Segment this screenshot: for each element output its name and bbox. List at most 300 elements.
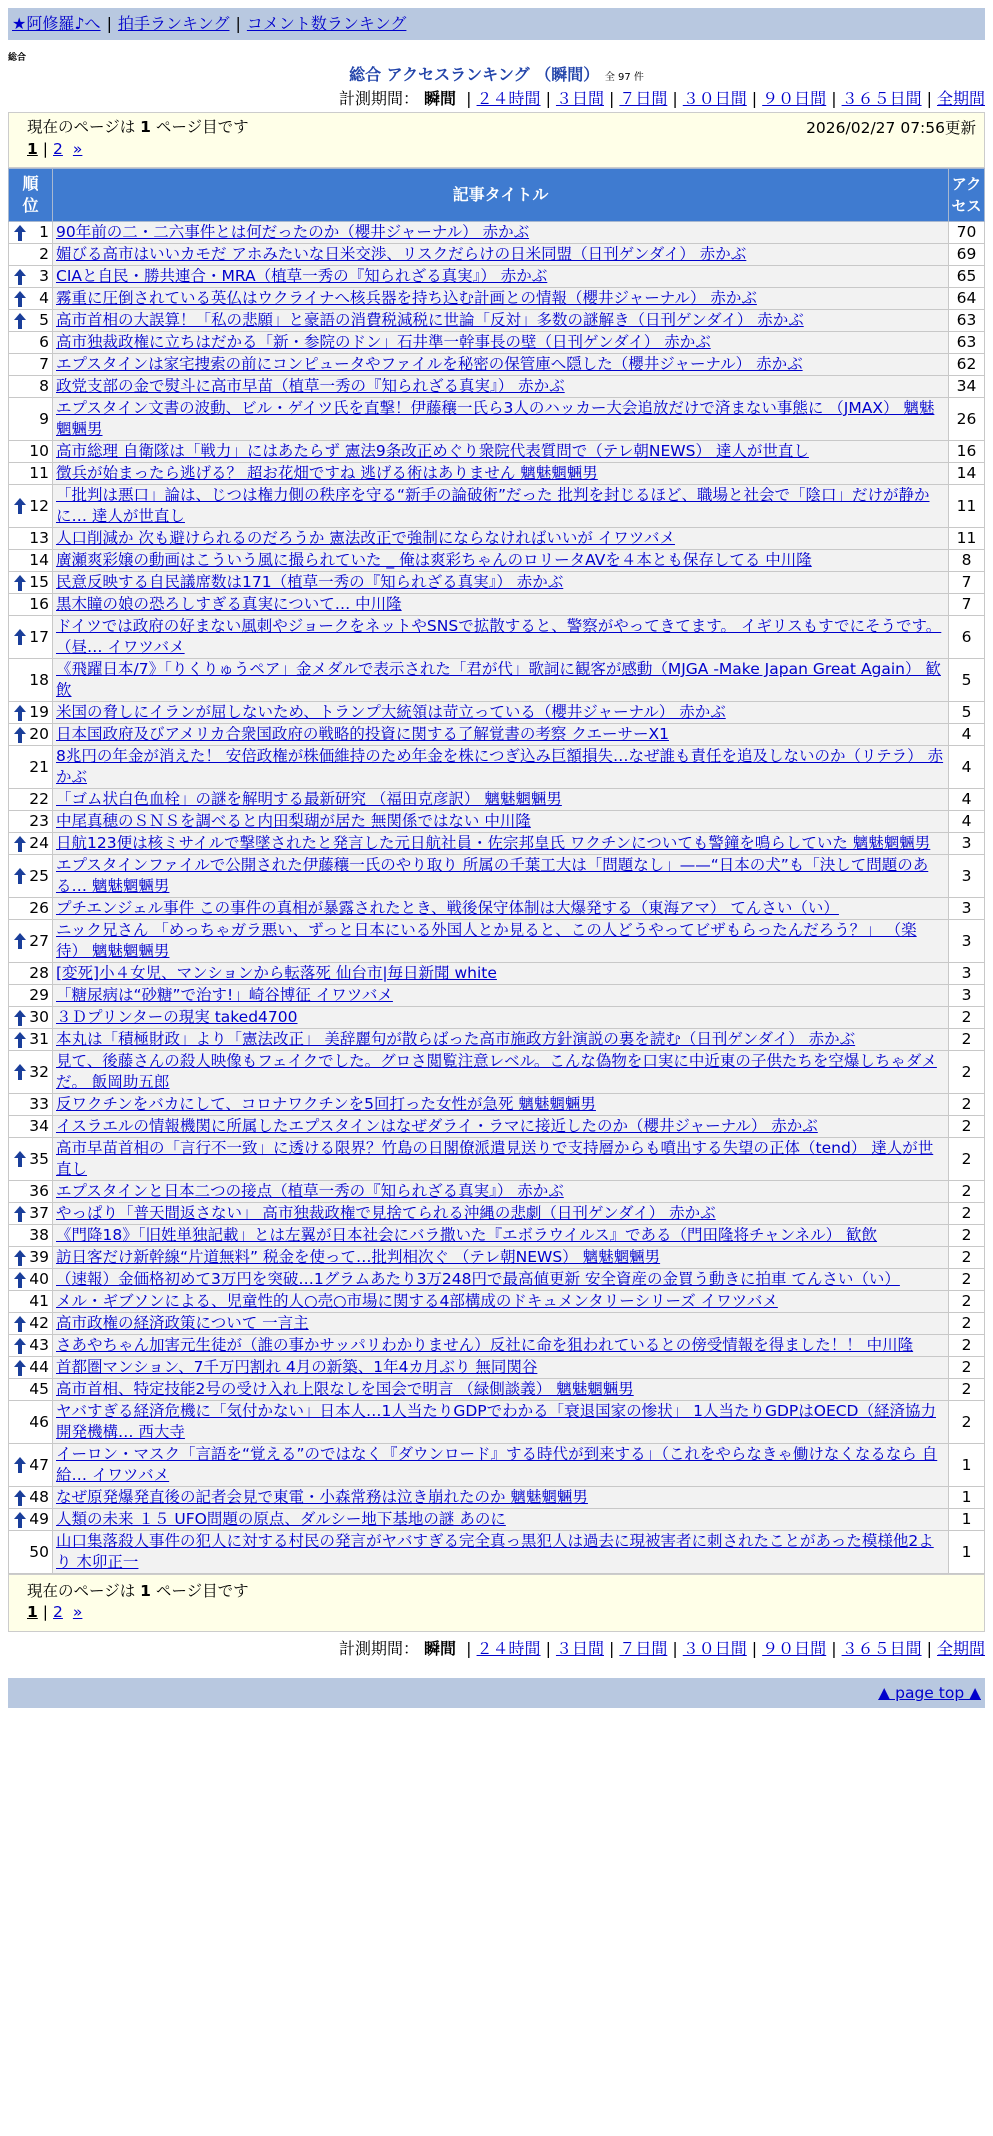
article-link[interactable]: 《飛躍日本/7》「りくりゅうペア」金メダルで表示された「君が代」歌詞に観客が感動（MJGA -Make Japan Great Again） 歓飲 [56, 660, 941, 699]
article-link[interactable]: 高市総理 自衛隊は「戦力」にはあたらず 憲法9条改正めぐり衆院代表質問で（テレ朝NEWS） 達人が世直し [56, 442, 809, 460]
title-cell [53, 1007, 949, 1029]
title-cell [53, 398, 949, 441]
rank-cell [9, 1094, 53, 1116]
article-link[interactable]: 見て、後藤さんの殺人映像もフェイクでした。グロさ閲覧注意レベル。こんな偽物を口実に中近東の子供たちを空爆しちゃダメだ。 飯岡助五郎 [56, 1052, 937, 1091]
rank-number: 44 [29, 1358, 49, 1376]
table-row [9, 1181, 985, 1203]
article-link[interactable]: 高市首相、特定技能2号の受け入れ上限なしを国会で明言 （緑側談義） 魑魅魍魎男 [56, 1380, 634, 1398]
pager-top [8, 112, 985, 168]
period-link[interactable]: ３６５日間 [841, 89, 922, 108]
up-arrow-icon [13, 1489, 27, 1507]
table-row [9, 963, 985, 985]
rank-cell [9, 746, 53, 789]
article-link[interactable]: 反ワクチンをバカにして、コロナワクチンを5回打った女性が急死 魑魅魍魎男 [56, 1095, 596, 1113]
period-selector-bottom [8, 1636, 985, 1662]
period-link[interactable]: ９０日間 [762, 1639, 827, 1658]
access-count: 3 [949, 833, 985, 855]
rank-cell [9, 485, 53, 528]
table-row [9, 1357, 985, 1379]
rank-cell [9, 833, 53, 855]
access-count: 2 [949, 1401, 985, 1444]
article-link[interactable]: 「批判は悪口」論は、じつは権力側の秩序を守る“新手の論破術”だった 批判を封じるほど、職場と社会で「陰口」だけが静かに… 達人が世直し [56, 486, 930, 525]
title-cell [53, 833, 949, 855]
access-count: 5 [949, 702, 985, 724]
page-separator: | [42, 1603, 49, 1621]
title-cell [53, 789, 949, 811]
table-row [9, 1335, 985, 1357]
table-row [9, 528, 985, 550]
period-link[interactable]: ２４時間 [476, 89, 541, 108]
period-separator: | [672, 1639, 678, 1658]
up-arrow-icon [13, 1337, 27, 1355]
up-arrow-icon [13, 1271, 27, 1289]
rank-cell [9, 1269, 53, 1291]
page-wrapper [8, 8, 985, 1708]
title-cell [53, 310, 949, 332]
title-cell [53, 1269, 949, 1291]
rank-number: 14 [29, 551, 49, 569]
period-separator: | [751, 1639, 758, 1658]
title-cell [53, 1051, 949, 1094]
article-link[interactable]: 首都圏マンション、7千万円割れ 4月の新築、1年4カ月ぶり 無同関谷 [56, 1358, 538, 1376]
table-row [9, 288, 985, 310]
up-arrow-icon [13, 290, 27, 308]
rank-number: 17 [29, 627, 49, 646]
rank-cell [9, 1225, 53, 1247]
home-link[interactable]: ★阿修羅♪へ [12, 14, 101, 33]
access-count: 1 [949, 1444, 985, 1487]
title-cell [53, 244, 949, 266]
up-arrow-icon [13, 1031, 27, 1049]
clap-ranking-link[interactable]: 拍手ランキング [117, 14, 230, 33]
up-arrow-icon [13, 1359, 27, 1377]
next-page-link[interactable]: » [72, 1603, 83, 1621]
article-link[interactable]: 中尾真穂のＳＮＳを調べると内田梨瑚が居た 無関係ではない 中川隆 [56, 812, 531, 830]
article-link[interactable]: エプスタインと日本二つの接点（植草一秀の『知られざる真実』） 赤かぶ [56, 1182, 564, 1200]
up-arrow-icon [13, 1249, 27, 1267]
period-separator: | [545, 1639, 551, 1658]
title-cell [53, 354, 949, 376]
period-label: 計測期間： [338, 89, 419, 108]
access-count: 11 [949, 528, 985, 550]
title-cell [53, 485, 949, 528]
title-cell [53, 1116, 949, 1138]
title-cell [53, 1291, 949, 1313]
table-row [9, 222, 985, 244]
rank-cell [9, 463, 53, 485]
title-cell [53, 594, 949, 616]
nav-separator: | [235, 14, 241, 33]
table-row [9, 1487, 985, 1509]
current-page-number: 1 [140, 118, 151, 136]
article-link[interactable]: 米国の脅しにイランが屈しないため、トランプ大統領は苛立っている（櫻井ジャーナル） 赤かぶ [56, 703, 726, 721]
title-cell [53, 1203, 949, 1225]
article-link[interactable]: なぜ原発爆発直後の記者会見で東電・小森常務は泣き崩れたのか 魑魅魍魎男 [56, 1488, 588, 1506]
rank-number: 40 [29, 1270, 49, 1288]
ranking-table-body [9, 222, 985, 1574]
table-row [9, 1401, 985, 1444]
rank-cell [9, 1051, 53, 1094]
table-row [9, 1203, 985, 1225]
article-link[interactable]: 90年前の二・二六事件とは何だったのか（櫻井ジャーナル） 赤かぶ [56, 223, 530, 241]
access-count: 69 [949, 244, 985, 266]
title-cell [53, 855, 949, 898]
rank-cell [9, 310, 53, 332]
up-arrow-icon [13, 574, 27, 592]
period-link[interactable]: ３日間 [555, 89, 604, 108]
article-link[interactable]: 媚びる高市はいいカモだ アホみたいな日米交渉、リスクだらけの日米同盟（日刊ゲンダイ） 赤かぶ [56, 245, 747, 263]
article-link[interactable]: 民意反映する自民議席数は171（植草一秀の『知られざる真実』） 赤かぶ [56, 573, 564, 591]
article-link[interactable]: ３Ｄプリンターの現実 taked4700 [56, 1008, 298, 1026]
article-link[interactable]: メル・ギブソンによる、児童性的人○売○市場に関する4部構成のドキュメンタリーシリーズ イワツバメ [56, 1292, 778, 1310]
title-cell [53, 266, 949, 288]
title-cell [53, 1531, 949, 1574]
rank-number: 50 [29, 1542, 49, 1561]
up-arrow-icon [13, 932, 27, 950]
rank-cell [9, 594, 53, 616]
article-link[interactable]: 日本国政府及びアメリカ合衆国政府の戦略的投資に関する了解覚書の考察 クエーサーX1 [56, 725, 670, 743]
access-count: 2 [949, 1051, 985, 1094]
access-count: 65 [949, 266, 985, 288]
rank-number: 37 [29, 1204, 49, 1222]
title-cell [53, 1487, 949, 1509]
article-link[interactable]: 政党支部の金で熨斗に高市早苗（植草一秀の『知られざる真実』） 赤かぶ [56, 377, 565, 395]
article-link[interactable]: 「ゴム状白色血栓」の謎を解明する最新研究 （福田克彦訳） 魑魅魍魎男 [56, 790, 562, 808]
article-link[interactable]: やっぱり「普天間返さない」 高市独裁政権で見捨てられる沖縄の悲劇（日刊ゲンダイ） 赤かぶ [56, 1204, 716, 1222]
period-separator: | [926, 1639, 932, 1658]
access-count: 26 [949, 398, 985, 441]
rank-number: 1 [39, 223, 49, 241]
rank-number: 15 [29, 573, 49, 591]
article-link[interactable]: CIAと自民・勝共連合・MRA（植草一秀の『知られざる真実』） 赤かぶ [56, 267, 548, 285]
article-link[interactable]: 黒木瞳の娘の恐ろしすぎる真実について… 中川隆 [56, 595, 402, 613]
ranking-table [8, 168, 985, 1574]
rank-number: 47 [29, 1455, 49, 1474]
rank-cell [9, 1313, 53, 1335]
title-cell [53, 1335, 949, 1357]
table-row [9, 1269, 985, 1291]
title-cell [53, 1181, 949, 1203]
rank-cell [9, 616, 53, 659]
article-link[interactable]: 人類の未来 １５ UFO問題の原点、ダルシー地下基地の謎 あのに [56, 1510, 506, 1528]
article-link[interactable]: 《門降18》「旧姓単独記載」とは左翼が日本社会にバラ撒いた『エボラウイルス』である（門田隆将チャンネル） 歓飲 [56, 1226, 878, 1244]
up-arrow-icon [13, 312, 27, 330]
rank-cell [9, 1116, 53, 1138]
period-link[interactable]: ３０日間 [682, 89, 747, 108]
period-separator: | [926, 89, 932, 108]
rank-cell [9, 1203, 53, 1225]
period-link[interactable]: ３６５日間 [841, 1639, 922, 1658]
rank-cell [9, 572, 53, 594]
article-link[interactable]: 「糖尿病は“砂糖”で治す!」崎谷博征 イワツバメ [56, 986, 393, 1004]
next-page-link[interactable]: » [72, 140, 83, 158]
section-label: 総合 [8, 53, 27, 63]
table-row [9, 985, 985, 1007]
rank-number: 45 [29, 1380, 49, 1398]
up-arrow-icon [13, 1205, 27, 1223]
article-link[interactable]: イスラエルの情報機関に所属したエプスタインはなぜダライ・ラマに接近したのか（櫻井ジャーナル） 赤かぶ [56, 1117, 818, 1135]
article-link[interactable]: 訪日客だけ新幹線“片道無料” 税金を使って…批判相次ぐ （テレ朝NEWS） 魑魅魍魎男 [56, 1248, 661, 1266]
article-link[interactable]: エプスタイン文書の波動、ビル・ゲイツ氏を直撃！伊藤穰一氏ら3人のハッカー大会追放だけで済まない事態に （JMAX） 魑魅魍魎男 [56, 399, 935, 438]
title-cell [53, 920, 949, 963]
rank-number: 11 [29, 464, 49, 482]
table-row [9, 855, 985, 898]
rank-cell [9, 376, 53, 398]
table-row [9, 789, 985, 811]
access-count: 1 [949, 1531, 985, 1574]
article-link[interactable]: 霧重に圧倒されている英仏はウクライナへ核兵器を持ち込む計画との情報（櫻井ジャーナル） 赤かぶ [56, 289, 757, 307]
rank-cell [9, 855, 53, 898]
table-row [9, 1531, 985, 1574]
article-link[interactable]: （速報）金価格初めて3万円を突破…1グラムあたり3万248円で最高値更新 安全資産の金買う動きに拍車 てんさい（い） [56, 1270, 900, 1288]
article-link[interactable]: 高市独裁政権に立ちはだかる「新・参院のドン」石井準一幹事長の壁（日刊ゲンダイ） 赤かぶ [56, 333, 711, 351]
article-link[interactable]: さあやちゃん加害元生徒が（誰の事かサッパリわかりません）反社に命を狙われているとの傍受情報を得ました！！ 中川隆 [56, 1336, 914, 1354]
access-count: 2 [949, 1291, 985, 1313]
article-link[interactable]: 人口削減か 次も避けられるのだろうか 憲法改正で強制にならなければいいが イワツバメ [56, 529, 675, 547]
title-cell [53, 1247, 949, 1269]
rank-cell [9, 528, 53, 550]
access-count: 2 [949, 1335, 985, 1357]
table-row [9, 463, 985, 485]
access-count: 1 [949, 1487, 985, 1509]
access-count: 11 [949, 485, 985, 528]
table-row [9, 1247, 985, 1269]
rank-number: 32 [29, 1062, 49, 1081]
rank-number: 30 [29, 1008, 49, 1026]
rank-number: 34 [29, 1117, 49, 1135]
title-cell [53, 1094, 949, 1116]
current-page-prefix: 現在のページは [27, 118, 136, 136]
title-cell [53, 1401, 949, 1444]
period-separator: | [466, 1639, 472, 1658]
access-count: 5 [949, 659, 985, 702]
period-link[interactable]: ３０日間 [682, 1639, 747, 1658]
comment-ranking-link[interactable]: コメント数ランキング [246, 14, 407, 33]
access-count: 63 [949, 332, 985, 354]
rank-cell [9, 920, 53, 963]
table-row [9, 594, 985, 616]
title-cell [53, 222, 949, 244]
title-cell [53, 441, 949, 463]
access-count: 2 [949, 1379, 985, 1401]
table-row [9, 1051, 985, 1094]
access-count: 7 [949, 594, 985, 616]
title-cell [53, 746, 949, 789]
current-page-text-bottom [27, 1579, 984, 1601]
pager-bottom [8, 1574, 985, 1632]
updated-timestamp: 2026/02/27 07:56更新 [806, 119, 976, 137]
table-row [9, 1313, 985, 1335]
rank-number: 6 [39, 333, 49, 351]
title-cell [53, 1225, 949, 1247]
article-link[interactable]: [変死]小４女児、マンションから転落死 仙台市|毎日新聞 white [56, 964, 497, 982]
article-link[interactable]: エプスタインファイルで公開された伊藤穰一氏のやり取り 所属の千葉工大は「問題なし」——“日本の犬”も「決して問題のある… 魑魅魍魎男 [56, 856, 929, 895]
access-count: 1 [949, 1509, 985, 1531]
article-link[interactable]: 本丸は「積極財政」より「憲法改正」 美辞麗句が散らばった高市施政方針演説の裏を読む（日刊ゲンダイ） 赤かぶ [56, 1030, 856, 1048]
rank-cell [9, 1444, 53, 1487]
rank-cell [9, 1379, 53, 1401]
period-link[interactable]: ３日間 [555, 1639, 604, 1658]
rank-cell [9, 398, 53, 441]
rank-number: 20 [29, 725, 49, 743]
pagination [27, 140, 984, 158]
table-row [9, 1007, 985, 1029]
rank-number: 35 [29, 1149, 49, 1168]
title-cell [53, 572, 949, 594]
page-1-current: 1 [27, 1603, 38, 1621]
rank-cell [9, 1335, 53, 1357]
table-row [9, 354, 985, 376]
article-link[interactable]: 高市政権の経済政策について 一言主 [56, 1314, 309, 1332]
article-link[interactable]: エプスタインは家宅捜索の前にコンピュータやファイルを秘密の保管庫へ隠した（櫻井ジャーナル） 赤かぶ [56, 355, 803, 373]
up-arrow-icon [13, 497, 27, 515]
rank-cell [9, 1247, 53, 1269]
article-link[interactable]: 日航123便は核ミサイルで撃墜されたと発言した元日航社員・佐宗邦皇氏 ワクチンについても警鐘を鳴らしていた 魑魅魍魎男 [56, 834, 931, 852]
access-count: 2 [949, 1357, 985, 1379]
table-row [9, 1225, 985, 1247]
period-label: 計測期間： [338, 1639, 419, 1658]
rank-cell [9, 659, 53, 702]
rank-number: 29 [29, 986, 49, 1004]
table-row [9, 310, 985, 332]
rank-cell [9, 222, 53, 244]
period-link[interactable]: 全期間 [936, 89, 985, 108]
rank-number: 9 [39, 409, 49, 428]
access-count: 64 [949, 288, 985, 310]
title-cell [53, 550, 949, 572]
rank-number: 19 [29, 703, 49, 721]
title-cell [53, 1509, 949, 1531]
rank-cell [9, 332, 53, 354]
title-cell [53, 1029, 949, 1051]
table-row [9, 1509, 985, 1531]
title-cell [53, 985, 949, 1007]
rank-number: 21 [29, 757, 49, 776]
table-row [9, 920, 985, 963]
period-link[interactable]: ７日間 [619, 89, 668, 108]
title-cell [53, 332, 949, 354]
rank-number: 4 [39, 289, 49, 307]
period-link[interactable]: 全期間 [936, 1639, 985, 1658]
title-cell [53, 1357, 949, 1379]
article-link[interactable]: プチエンジェル事件 この事件の真相が暴露されたとき、戦後保守体制は大爆発する（東海アマ） てんさい（い） [56, 899, 839, 917]
title-cell [53, 702, 949, 724]
table-row [9, 441, 985, 463]
access-count: 70 [949, 222, 985, 244]
article-link[interactable]: 8兆円の年金が消えた！ 安倍政権が株価維持のため年金を株につぎ込み巨額損失…なぜ誰も責任を追及しないのか（リテラ） 赤かぶ [56, 747, 944, 786]
rank-number: 41 [29, 1292, 49, 1310]
title-cell [53, 898, 949, 920]
up-arrow-icon [13, 1150, 27, 1168]
rank-number: 27 [29, 931, 49, 950]
rank-number: 3 [39, 267, 49, 285]
table-row [9, 1444, 985, 1487]
table-row [9, 659, 985, 702]
ranking-title-text: 総合 アクセスランキング （瞬間） [349, 65, 600, 84]
period-separator: | [831, 1639, 837, 1658]
rank-number: 10 [29, 442, 49, 460]
col-title-header: 記事タイトル [53, 169, 949, 222]
access-count: 2 [949, 1138, 985, 1181]
rank-number: 49 [29, 1510, 49, 1528]
article-link[interactable]: 山口集落殺人事件の犯人に対する村民の発言がヤバすぎる完全真っ黒犯人は過去に現被害者に刺されたことがあった模様他2より 木卯正一 [56, 1532, 934, 1571]
current-page-number: 1 [140, 1582, 151, 1600]
period-link[interactable]: ７日間 [619, 1639, 668, 1658]
access-count: 62 [949, 354, 985, 376]
table-row [9, 1291, 985, 1313]
article-link[interactable]: 徴兵が始まったら逃げる？ 超お花畑ですね 逃げる術はありません 魑魅魍魎男 [56, 464, 598, 482]
rank-cell [9, 1007, 53, 1029]
page-separator: | [42, 140, 49, 158]
period-separator: | [751, 89, 758, 108]
table-row [9, 1138, 985, 1181]
title-cell [53, 1379, 949, 1401]
title-cell [53, 724, 949, 746]
current-page-prefix: 現在のページは [27, 1582, 136, 1600]
access-count: 2 [949, 1313, 985, 1335]
article-link[interactable]: 高市首相の大誤算！「私の悲願」と豪語の消費税減税に世論「反対」多数の謎解き（日刊ゲンダイ） 赤かぶ [56, 311, 804, 329]
rank-cell [9, 702, 53, 724]
table-row [9, 485, 985, 528]
rank-number: 33 [29, 1095, 49, 1113]
page-2-link[interactable]: 2 [53, 1603, 63, 1621]
article-link[interactable]: ニック兄さん 「めっちゃガラ悪い、ずっと日本にいる外国人とか見ると、この人どうやってビザもらったんだろう？」 （楽待） 魑魅魍魎男 [56, 921, 917, 960]
article-link[interactable]: 廣瀬爽彩嬢の動画はこういう風に撮られていた _ 俺は爽彩ちゃんのロリータAVを４本とも保存してる 中川隆 [56, 551, 812, 569]
rank-number: 42 [29, 1314, 49, 1332]
table-row [9, 898, 985, 920]
rank-cell [9, 1357, 53, 1379]
rank-cell [9, 1531, 53, 1574]
access-count: 2 [949, 1094, 985, 1116]
period-link[interactable]: ２４時間 [476, 1639, 541, 1658]
rank-number: 39 [29, 1248, 49, 1266]
title-cell [53, 1138, 949, 1181]
access-count: 2 [949, 1029, 985, 1051]
article-link[interactable]: ドイツでは政府の好まない風刺やジョークをネットやSNSで拡散すると、警察がやってきてます。 イギリスもすでにそうです。（昼… イワツバメ [56, 617, 942, 656]
rank-number: 13 [29, 529, 49, 547]
ranking-count: 全 97 件 [604, 72, 644, 83]
access-count: 4 [949, 789, 985, 811]
title-cell [53, 376, 949, 398]
table-row [9, 572, 985, 594]
table-row [9, 398, 985, 441]
rank-cell [9, 441, 53, 463]
rank-cell [9, 724, 53, 746]
rank-number: 18 [29, 670, 49, 689]
article-link[interactable]: ヤバすぎる経済危機に「気付かない」日本人…1人当たりGDPでわかる「衰退国家の惨状」 1人当たりGDPはOECD（経済協力開発機構… 西大寺 [56, 1402, 936, 1441]
period-link[interactable]: ９０日間 [762, 89, 827, 108]
up-arrow-icon [13, 628, 27, 646]
access-count: 2 [949, 1007, 985, 1029]
rank-number: 5 [39, 311, 49, 329]
period-separator: | [831, 89, 837, 108]
up-arrow-icon [13, 1511, 27, 1529]
rank-number: 12 [29, 496, 49, 515]
table-row [9, 811, 985, 833]
rank-cell [9, 1401, 53, 1444]
rank-number: 8 [39, 377, 49, 395]
table-row [9, 1379, 985, 1401]
title-cell [53, 528, 949, 550]
article-link[interactable]: 高市早苗首相の「言行不一致」に透ける限界？竹島の日閣僚派遣見送りで支持層からも噴出する失望の正体（tend） 達人が世直し [56, 1139, 934, 1178]
period-current: 瞬間 [424, 89, 457, 108]
rank-number: 48 [29, 1488, 49, 1506]
article-link[interactable]: イーロン・マスク「言語を“覚える”のではなく『ダウンロード』する時代が到来する」（これをやらなきゃ働けなくなるなら 自給… イワツバメ [56, 1445, 938, 1484]
ranking-title [8, 64, 985, 86]
page-2-link[interactable]: 2 [53, 140, 63, 158]
page-top-link[interactable]: ▲ page top ▲ [878, 1684, 981, 1702]
table-row [9, 550, 985, 572]
